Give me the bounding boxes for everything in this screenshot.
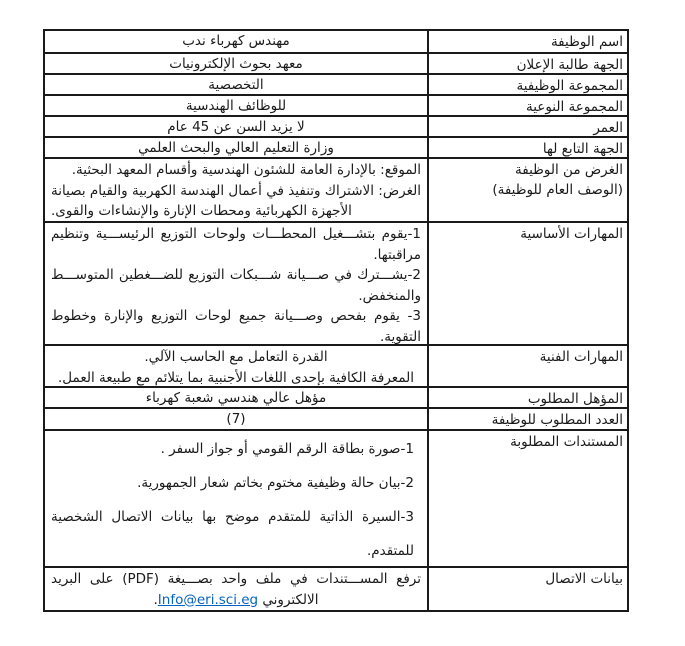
label-text: المستندات المطلوبة — [510, 434, 623, 450]
label-contact-info — [427, 568, 627, 610]
row-core-skills — [45, 221, 627, 344]
value-line: الغرض: الاشتراك وتنفيذ في أعمال الهندسة الكهربية والقيام بصيانة — [51, 182, 421, 199]
label-text: المجموعة النوعية — [525, 99, 623, 115]
value-specific-group — [45, 96, 427, 115]
value-line: 2-يشـــترك في صـــيانة شـــبكات التوزيع للضـــغطين المتوســـط — [51, 267, 421, 283]
label-text: العدد المطلوب للوظيفة — [491, 412, 623, 428]
value-line: القدرة التعامل مع الحاسب الآلي. — [144, 349, 328, 365]
label-job-title — [427, 31, 627, 52]
value-requesting-entity — [45, 54, 427, 73]
value-line: المعرفة الكافية بإحدى اللغات الأجنبية بما يتلائم مع طبيعة العمل. — [58, 369, 414, 386]
row-required-count — [45, 407, 627, 429]
label-required-count — [427, 409, 627, 429]
label-job-purpose — [427, 159, 627, 221]
value-line: مؤهل عالي هندسي شعبة كهرباء — [145, 390, 327, 406]
label-core-skills — [427, 223, 627, 344]
row-job-title — [45, 31, 627, 52]
document-table — [43, 29, 629, 612]
label-text: الغرض من الوظيفة — [515, 162, 623, 178]
row-required-qualification — [45, 386, 627, 407]
value-line: 3-السيرة الذاتية للمتقدم موضح بها بيانات الاتصال الشخصية — [51, 509, 414, 525]
value-line — [51, 590, 421, 611]
value-contact-info — [45, 568, 427, 610]
row-requesting-entity — [45, 52, 627, 73]
value-line: 3- يقوم بفحص وصـــيانة جميع لوحات التوزيع والإنارة وخطوط — [51, 308, 421, 324]
value-line: 1-صورة بطاقة الرقم القومي أو جواز السفر . — [160, 441, 414, 457]
value-core-skills — [45, 223, 427, 344]
label-text: (الوصف العام للوظيفة) — [492, 182, 623, 198]
row-age — [45, 115, 627, 136]
value-line: (7) — [226, 411, 246, 427]
label-text: العمر — [593, 120, 623, 136]
label-specific-group — [427, 96, 627, 115]
value-line: للمتقدم. — [366, 543, 414, 559]
value-required-qualification — [45, 388, 427, 407]
value-job-title — [45, 31, 427, 52]
label-occupational-group — [427, 75, 627, 94]
value-line: لا يزيد السن عن 45 عام — [167, 119, 305, 135]
label-text: المؤهل المطلوب — [527, 391, 623, 407]
value-line: 1-يقوم بتشـــغيل المحطـــات ولوحات التوزيع الرئيســـية وتنظيم — [51, 226, 421, 242]
value-line: التخصصية — [208, 77, 264, 93]
value-technical-skills — [45, 346, 427, 386]
row-contact-info — [45, 566, 627, 610]
label-text: اسم الوظيفة — [550, 34, 623, 50]
label-text: الجهة طالبة الإعلان — [516, 57, 623, 73]
row-occupational-group — [45, 73, 627, 94]
value-parent-authority — [45, 138, 427, 157]
label-parent-authority — [427, 138, 627, 157]
label-text: المهارات الفنية — [539, 349, 623, 365]
value-line: معهد بحوث الإلكترونيات — [169, 56, 303, 72]
value-line: للوظائف الهندسية — [185, 98, 287, 114]
value-line: التقوية. — [379, 328, 421, 344]
label-requesting-entity — [427, 54, 627, 73]
label-required-qualification — [427, 388, 627, 407]
label-required-documents — [427, 431, 627, 566]
row-specific-group — [45, 94, 627, 115]
value-line: ترفع المســـتندات في ملف واحد بصـــيغة (PDF) على البريد — [51, 571, 421, 587]
row-technical-skills — [45, 344, 627, 386]
email-label-text: الالكتروني — [258, 591, 319, 608]
row-job-purpose — [45, 157, 627, 221]
label-text: المجموعة الوظيفية — [516, 78, 623, 94]
value-line: وزارة التعليم العالي والبحث العلمي — [138, 140, 334, 156]
email-link[interactable]: Info@eri.sci.eg — [157, 591, 259, 608]
label-text: المهارات الأساسية — [520, 226, 623, 242]
label-age — [427, 117, 627, 136]
label-text: الجهة التابع لها — [542, 141, 623, 157]
value-occupational-group — [45, 75, 427, 94]
value-required-count — [45, 409, 427, 429]
value-line: مهندس كهرباء ندب — [182, 33, 290, 49]
value-line: مراقبتها. — [373, 246, 421, 263]
label-text: بيانات الاتصال — [545, 571, 623, 587]
row-required-documents — [45, 429, 627, 566]
value-line: الأجهزة الكهربائية ومحطات الإنارة والإنشاءات والقوى. — [51, 203, 352, 219]
value-line: الموقع: بالإدارة العامة للشئون الهندسية وأقسام المعهد البحثية. — [71, 162, 421, 178]
label-technical-skills — [427, 346, 627, 386]
value-age — [45, 117, 427, 136]
sentence-period: . — [153, 591, 158, 608]
value-required-documents — [45, 431, 427, 566]
value-line: 2-بيان حالة وظيفية مختوم بخاتم شعار الجمهورية. — [137, 475, 414, 491]
value-line: والمنخفض. — [358, 287, 421, 304]
row-parent-authority — [45, 136, 627, 157]
value-job-purpose — [45, 159, 427, 221]
